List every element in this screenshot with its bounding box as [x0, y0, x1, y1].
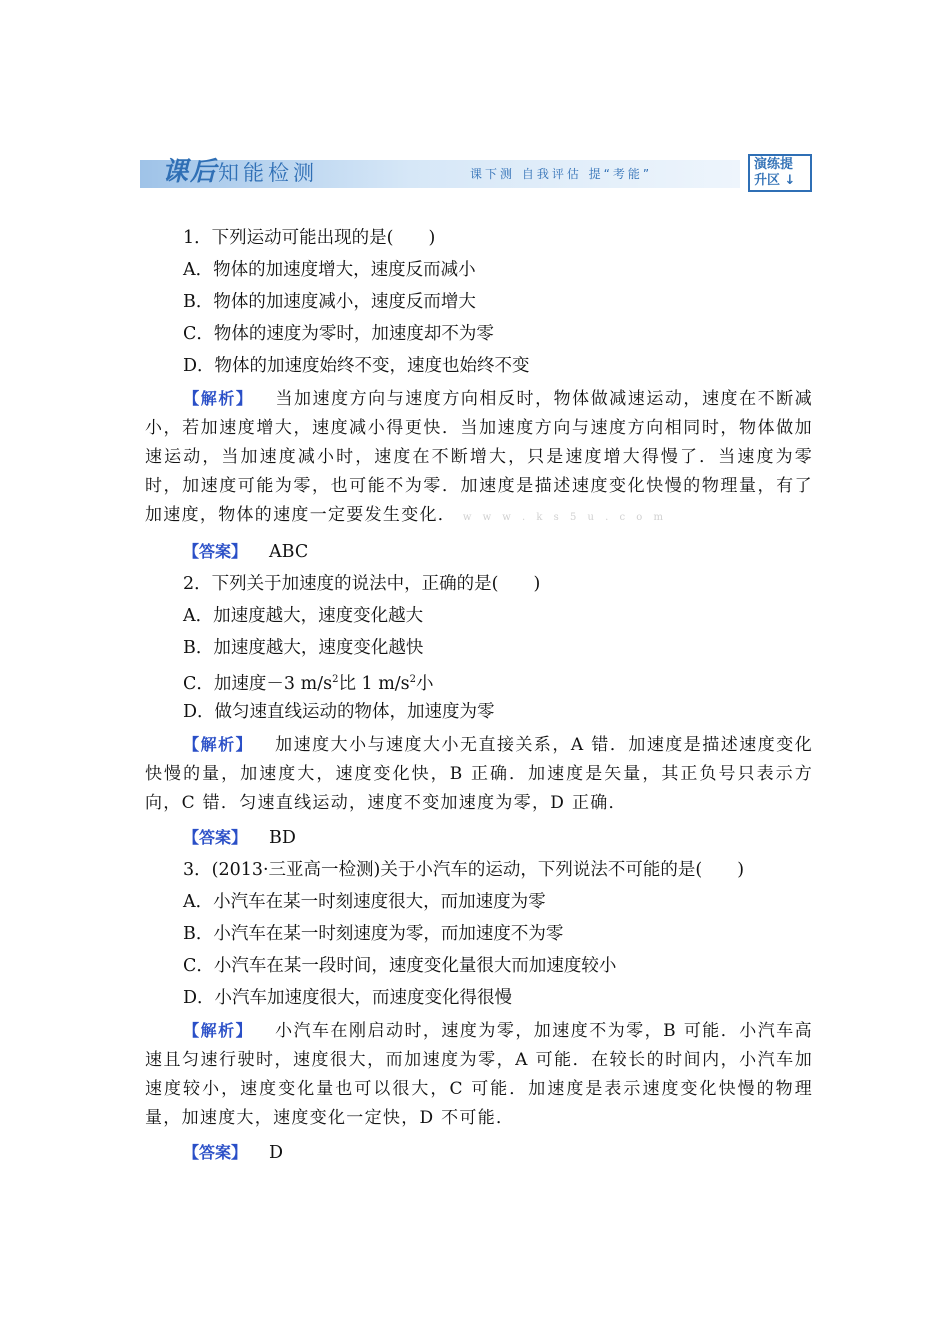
q1-explanation-tag: 【解析】 — [183, 389, 254, 408]
q2-explanation — [145, 730, 813, 818]
q2-c-mid: 比 1 m/s — [338, 673, 410, 694]
q2-c-sup2: 2 — [409, 674, 417, 685]
q3-answer-value: D — [269, 1143, 284, 1163]
q3-answer-tag: 【答案】 — [183, 1143, 248, 1162]
q1-option-d: D．物体的加速度始终不变，速度也始终不变 — [183, 356, 530, 376]
q3-explanation-tag: 【解析】 — [183, 1021, 254, 1040]
practice-section-button[interactable] — [748, 154, 812, 192]
q2-c-post: 小 — [416, 673, 434, 694]
q1-option-a: A．物体的加速度增大，速度反而减小 — [183, 260, 476, 280]
section-banner — [140, 152, 816, 194]
arrow-down-icon: ↓ — [784, 173, 796, 188]
q2-c-sup1: 2 — [332, 674, 339, 685]
q1-stem: 1．下列运动可能出现的是( ) — [183, 228, 436, 248]
q1-explanation-text: 当加速度方向与速度方向相反时，物体做减速运动，速度在不断减小，若加速度增大，速度减小得更快．当加速度方向与速度方向相同时，物体做加速运动，当加速度减小时，速度在不断增大，只是速度增大得慢了．当速度为零时，加速度可能为零，也可能不为零．加速度是描述速度变化快慢的物理量，有了加速度，物体的速度一定要发生变化． — [145, 389, 814, 525]
q1-answer — [145, 536, 813, 568]
q2-c-pre: C．加速度－3 m/s — [183, 673, 333, 694]
banner-subtitle: 课下测 自我评估 提“考能” — [470, 167, 653, 181]
box-line1: 演练提 — [754, 157, 794, 172]
q1-option-c: C．物体的速度为零时，加速度却不为零 — [183, 324, 494, 344]
q1-option-b: B．物体的加速度减小，速度反而增大 — [183, 292, 476, 312]
q1-explanation — [145, 384, 813, 532]
q2-option-b: B．加速度越大，速度变化越快 — [183, 638, 424, 658]
q2-answer — [145, 822, 813, 854]
q3-option-b: B．小汽车在某一时刻速度为零，而加速度不为零 — [183, 924, 564, 944]
q2-stem: 2．下列关于加速度的说法中，正确的是( ) — [183, 574, 541, 594]
banner-title-part2: 知能检测 — [218, 161, 319, 185]
q2-option-c — [145, 664, 813, 696]
q1-answer-tag: 【答案】 — [183, 542, 248, 561]
q2-answer-tag: 【答案】 — [183, 828, 248, 847]
banner-title — [162, 154, 318, 190]
q1-answer-value: ABC — [269, 542, 309, 562]
q3-option-a: A．小汽车在某一时刻速度很大，而加速度为零 — [183, 892, 546, 912]
question-list — [145, 222, 813, 1169]
q3-option-d: D．小汽车加速度很大，而速度变化得很慢 — [183, 988, 513, 1008]
q3-explanation — [145, 1016, 813, 1133]
box-line2: 升区 — [754, 173, 781, 188]
q3-option-c: C．小汽车在某一段时间，速度变化量很大而加速度较小 — [183, 956, 617, 976]
q2-explanation-tag: 【解析】 — [183, 735, 254, 754]
q3-explanation-text: 小汽车在刚启动时，速度为零，加速度不为零，B 可能．小汽车高速且匀速行驶时，速度很大，而加速度为零，A 可能．在较长的时间内，小汽车加速度较小，速度变化量也可以很大，C 可能．加速度是表示速度变化快慢的物理量，加速度大，速度变化一定快，D 不可能． — [145, 1021, 813, 1128]
banner-title-part1: 课后 — [162, 157, 219, 187]
q2-answer-value: BD — [269, 828, 296, 848]
q3-stem: 3．(2013·三亚高一检测)关于小汽车的运动，下列说法不可能的是( ) — [183, 860, 745, 880]
q2-explanation-text: 加速度大小与速度大小无直接关系，A 错．加速度是描述速度变化快慢的量，加速度大，速度变化快，B 正确．加速度是矢量，其正负号只表示方向，C 错．匀速直线运动，速度不变加速度为零，D 正确． — [145, 735, 814, 813]
watermark: w w w . k s 5 u . c o m — [462, 512, 667, 523]
q3-answer — [145, 1137, 813, 1169]
q2-option-a: A．加速度越大，速度变化越大 — [183, 606, 424, 626]
q2-option-d: D．做匀速直线运动的物体，加速度为零 — [183, 702, 495, 722]
